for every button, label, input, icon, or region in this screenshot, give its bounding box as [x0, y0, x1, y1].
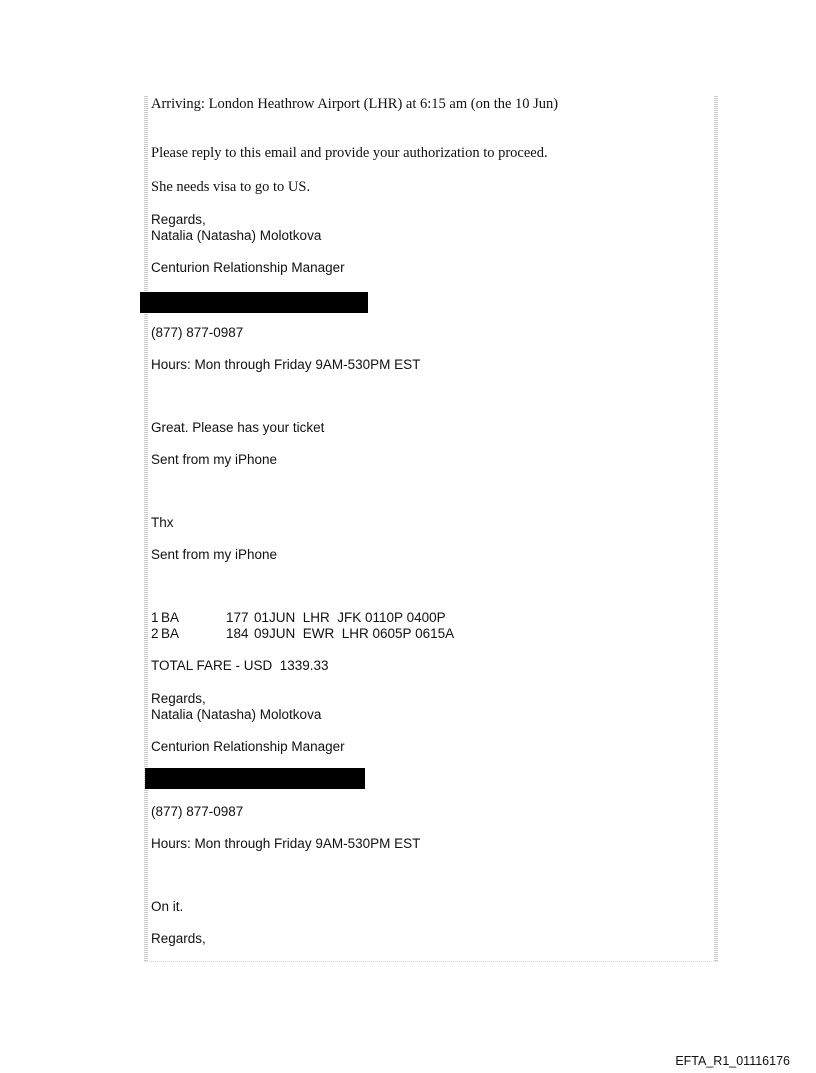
signature1-phone: (877) 877-0987 — [151, 325, 244, 340]
thx-message: Thx — [151, 515, 174, 530]
great-message: Great. Please has your ticket — [151, 420, 325, 435]
flight-number: 177 — [226, 610, 249, 625]
signature1-name: Natalia (Natasha) Molotkova — [151, 228, 322, 243]
visa-note-line: She needs visa to go to US. — [151, 179, 311, 195]
flight-details: 09JUN EWR LHR 0605P 0615A — [254, 626, 455, 641]
signature1-regards: Regards, — [151, 212, 206, 227]
signature2-phone: (877) 877-0987 — [151, 804, 244, 819]
signature1-hours: Hours: Mon through Friday 9AM-530PM EST — [151, 357, 421, 372]
flight-airline: BA — [161, 610, 180, 625]
arriving-line: Arriving: London Heathrow Airport (LHR) at 6:15 am (on the 10 Jun) — [151, 96, 559, 112]
sent-from-iphone-2: Sent from my iPhone — [151, 547, 278, 562]
total-fare: TOTAL FARE - USD 1339.33 — [151, 658, 329, 673]
redaction-bar-1 — [140, 292, 368, 313]
document-id: EFTA_R1_01116176 — [675, 1054, 790, 1068]
sent-from-iphone-1: Sent from my iPhone — [151, 452, 278, 467]
signature2-title: Centurion Relationship Manager — [151, 739, 345, 754]
signature1-title: Centurion Relationship Manager — [151, 260, 345, 275]
flight-num: 2 — [151, 626, 159, 641]
flight-details: 01JUN LHR JFK 0110P 0400P — [254, 610, 446, 625]
signature2-hours: Hours: Mon through Friday 9AM-530PM EST — [151, 836, 421, 851]
reply-request-line: Please reply to this email and provide your authorization to proceed. — [151, 145, 548, 161]
redaction-bar-2 — [145, 768, 365, 789]
signature2-name: Natalia (Natasha) Molotkova — [151, 707, 322, 722]
flight-num: 1 — [151, 610, 159, 625]
closing-regards: Regards, — [151, 931, 206, 946]
flight-number: 184 — [226, 626, 249, 641]
signature2-regards: Regards, — [151, 691, 206, 706]
flight-airline: BA — [161, 626, 180, 641]
email-body-frame — [144, 96, 718, 962]
on-it-message: On it. — [151, 899, 184, 914]
